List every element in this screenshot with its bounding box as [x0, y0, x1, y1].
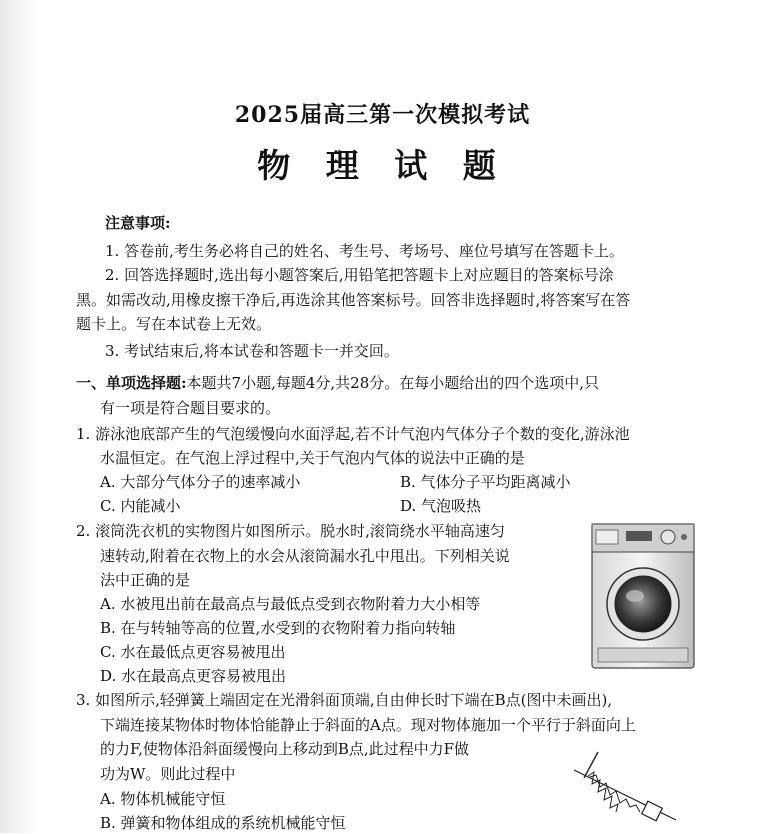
q2-stem-line1: 2. 滚筒洗衣机的实物图片如图所示。脱水时,滚筒绕水平轴高速匀: [76, 522, 505, 540]
q3-option-a: A. 物体机械能守恒: [100, 790, 226, 808]
q3-stem-line1: 3. 如图所示,轻弹簧上端固定在光滑斜面顶端,自由伸长时下端在B点(图中未画出),: [76, 691, 613, 709]
notice-item-1: 1. 答卷前,考生务必将自己的姓名、考生号、考场号、座位号填写在答题卡上。: [105, 242, 624, 260]
q1-option-b: B. 气体分子平均距离减小: [400, 473, 571, 491]
exam-title: 2025届高三第一次模拟考试: [234, 102, 531, 128]
section-1-desc-line1: 本题共7小题,每题4分,共28分。在每小题给出的四个选项中,只: [186, 374, 600, 392]
section-1-heading: 一、单项选择题:: [76, 374, 187, 392]
q3-stem-line2: 下端连接某物体时物体恰能静止于斜面的A点。现对物体施加一个平行于斜面向上: [100, 716, 636, 734]
spring-shape: [588, 772, 618, 812]
q3-stem-line3: 的力F,使物体沿斜面缓慢向上移动到B点,此过程中力F做: [100, 740, 470, 758]
q3-option-b: B. 弹簧和物体组成的系统机械能守恒: [100, 814, 346, 832]
q1-option-d: D. 气泡吸热: [400, 497, 482, 515]
q2-option-a: A. 水被甩出前在最高点与最低点受到衣物附着力大小相等: [100, 595, 481, 613]
notice-item-3: 3. 考试结束后,将本试卷和答题卡一并交回。: [105, 342, 399, 360]
q2-stem-line2: 速转动,附着在衣物上的水会从滚筒漏水孔中甩出。下列相关说: [100, 547, 510, 565]
notice-item-2-line3: 题卡上。写在本试卷上无效。: [76, 315, 272, 333]
q2-option-b: B. 在与转轴等高的位置,水受到的衣物附着力指向转轴: [100, 619, 456, 637]
notice-item-2-line2: 黑。如需改动,用橡皮擦干净后,再选涂其他答案标号。回答非选择题时,将答案写在答: [76, 291, 631, 309]
notice-heading: 注意事项:: [105, 214, 171, 232]
subject-title: 物 理 试 题: [257, 146, 508, 185]
incline-spring-diagram: [570, 750, 680, 833]
q3-stem-line4: 功为W。则此过程中: [100, 765, 236, 783]
notice-item-2-line1: 2. 回答选择题时,选出每小题答案后,用铅笔把答题卡上对应题目的答案标号涂: [105, 266, 614, 284]
q1-stem-line1: 1. 游泳池底部产生的气泡缓慢向水面浮起,若不计气泡内气体分子个数的变化,游泳池: [76, 425, 630, 443]
q2-option-d: D. 水在最高点更容易被甩出: [100, 667, 287, 685]
washing-machine-image: [588, 520, 698, 672]
q2-stem-line3: 法中正确的是: [100, 571, 191, 589]
section-1-desc-line2: 有一项是符合题目要求的。: [100, 399, 281, 417]
q1-option-c: C. 内能减小: [100, 497, 181, 515]
q1-stem-line2: 水温恒定。在气泡上浮过程中,关于气泡内气体的说法中正确的是: [100, 449, 525, 467]
q2-option-c: C. 水在最低点更容易被甩出: [100, 643, 286, 661]
section-1-header: [76, 372, 599, 394]
q1-option-a: A. 大部分气体分子的速率减小: [100, 473, 301, 491]
